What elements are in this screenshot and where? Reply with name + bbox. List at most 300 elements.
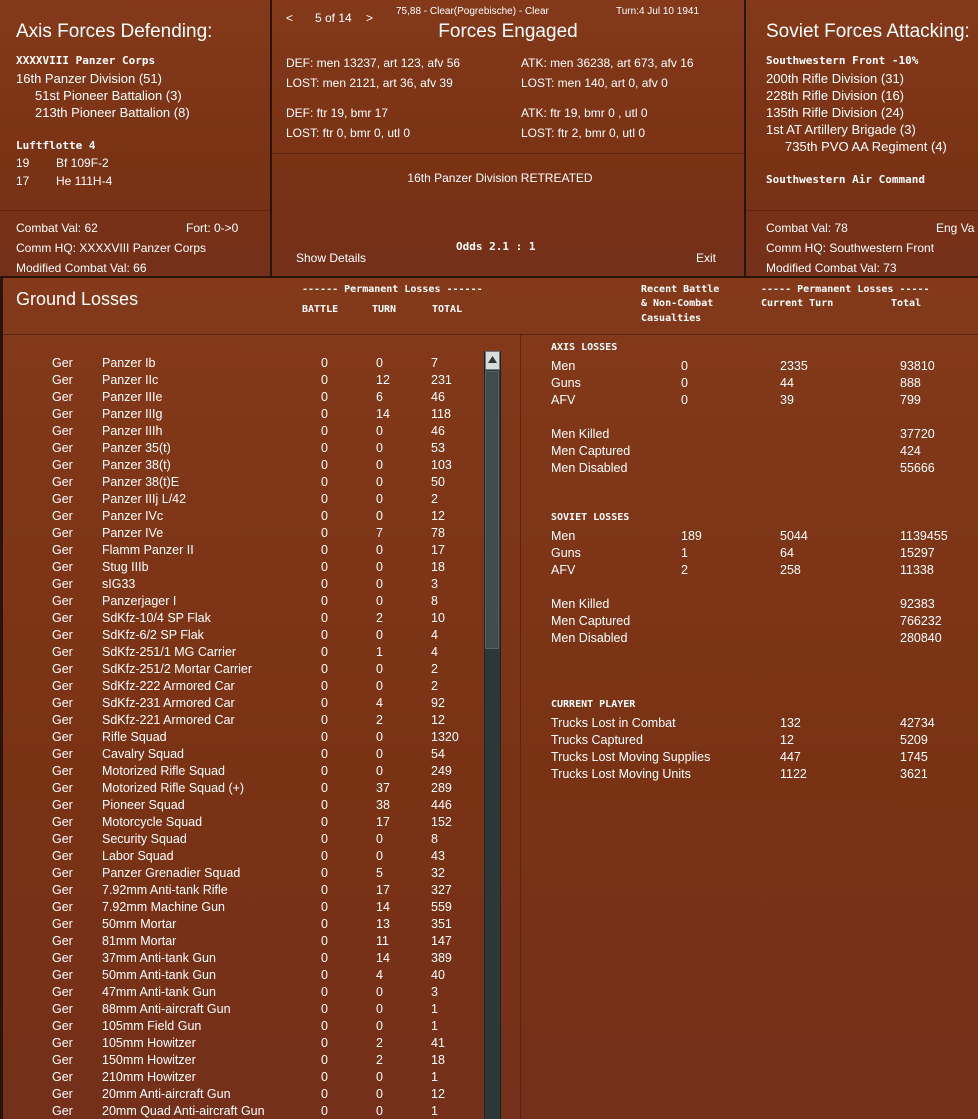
loss-label: Men Captured [551, 444, 631, 458]
unit-nation: Ger [52, 1036, 73, 1050]
battle-loss: 0 [321, 985, 328, 999]
truck-loss-label: Trucks Lost in Combat [551, 716, 676, 730]
exit-button[interactable]: Exit [696, 251, 717, 265]
axis-losses-table [551, 359, 978, 410]
unit-type: 50mm Anti-tank Gun [102, 968, 216, 982]
battle-loss: 0 [321, 492, 328, 506]
table-row[interactable] [3, 849, 483, 866]
battle-loss: 0 [321, 594, 328, 608]
unit-nation: Ger [52, 458, 73, 472]
unit-type: 105mm Howitzer [102, 1036, 196, 1050]
total-loss: 43 [431, 849, 445, 863]
unit-nation: Ger [52, 662, 73, 676]
battle-loss: 0 [321, 543, 328, 557]
soviet-unit[interactable]: 135th Rifle Division (24) [766, 105, 905, 120]
recent-value: 0 [681, 359, 688, 373]
total-loss: 92 [431, 696, 445, 710]
total-loss: 18 [431, 560, 445, 574]
current-turn-value: 447 [780, 750, 801, 764]
unit-nation: Ger [52, 1053, 73, 1067]
table-row[interactable] [3, 373, 483, 390]
turn-loss: 14 [376, 900, 390, 914]
table-row[interactable] [3, 781, 483, 798]
table-row[interactable] [3, 424, 483, 441]
soviet-air-command[interactable]: Southwestern Air Command [766, 173, 925, 186]
table-row[interactable] [3, 730, 483, 747]
table-row[interactable] [3, 492, 483, 509]
axis-unit[interactable]: 16th Panzer Division (51) [16, 71, 162, 86]
unit-loss-list[interactable] [3, 356, 483, 1119]
soviet-unit[interactable]: 228th Rifle Division (16) [766, 88, 905, 103]
table-row[interactable] [3, 832, 483, 849]
unit-nation: Ger [52, 832, 73, 846]
table-row[interactable] [3, 526, 483, 543]
soviet-unit[interactable]: 735th PVO AA Regiment (4) [785, 139, 947, 154]
table-row[interactable] [3, 900, 483, 917]
total-loss: 17 [431, 543, 445, 557]
loss-label: Men Captured [551, 614, 631, 628]
total-loss: 12 [431, 1087, 445, 1101]
table-row[interactable] [3, 798, 483, 815]
unit-nation: Ger [52, 747, 73, 761]
axis-air-type: He 111H-4 [56, 174, 113, 188]
unit-nation: Ger [52, 356, 73, 370]
soviet-front[interactable]: Southwestern Front -10% [766, 54, 919, 67]
axis-forces-panel [0, 0, 270, 276]
unit-nation: Ger [52, 934, 73, 948]
unit-nation: Ger [52, 373, 73, 387]
table-row[interactable] [3, 662, 483, 679]
recent-value: 2 [681, 563, 688, 577]
table-row[interactable] [3, 951, 483, 968]
table-row[interactable] [3, 1036, 483, 1053]
total-loss: 147 [431, 934, 452, 948]
unit-nation: Ger [52, 526, 73, 540]
def-ground: DEF: men 13237, art 123, afv 56 [286, 56, 461, 70]
table-row[interactable] [3, 1070, 483, 1087]
table-row[interactable] [3, 628, 483, 645]
turn-loss: 0 [376, 1070, 383, 1084]
table-row[interactable] [3, 917, 483, 934]
turn-loss: 1 [376, 645, 383, 659]
unit-type: Panzer 35(t) [102, 441, 171, 455]
total-loss: 46 [431, 390, 445, 404]
unit-type: Panzer IIIg [102, 407, 163, 421]
col-battle-header: BATTLE [302, 304, 339, 315]
unit-nation: Ger [52, 985, 73, 999]
total-loss: 1 [431, 1019, 438, 1033]
turn-loss: 4 [376, 968, 383, 982]
turn-loss: 0 [376, 832, 383, 846]
def-air-lost: LOST: ftr 0, bmr 0, utl 0 [286, 126, 411, 140]
battle-loss: 0 [321, 509, 328, 523]
table-row[interactable] [3, 1104, 483, 1119]
turn-loss: 38 [376, 798, 390, 812]
soviet-losses-title: SOVIET LOSSES [551, 512, 630, 523]
turn-loss: 17 [376, 815, 390, 829]
total-loss: 2 [431, 662, 438, 676]
table-row[interactable] [3, 934, 483, 951]
unit-type: 81mm Mortar [102, 934, 177, 948]
soviet-unit[interactable]: 200th Rifle Division (31) [766, 71, 905, 86]
battle-loss: 0 [321, 1019, 328, 1033]
ground-losses-title: Ground Losses [16, 289, 139, 309]
current-turn-value: 1122 [780, 767, 807, 781]
loss-total: 424 [900, 444, 921, 458]
battle-loss: 0 [321, 866, 328, 880]
loss-total: 280840 [900, 631, 942, 645]
loss-row [551, 733, 978, 750]
turn-loss: 0 [376, 356, 383, 370]
current-turn-value: 64 [780, 546, 794, 560]
table-row[interactable] [3, 475, 483, 492]
loss-detail-row [551, 597, 978, 614]
unit-type: SdKfz-251/2 Mortar Carrier [102, 662, 253, 676]
loss-row [551, 563, 978, 580]
forces-engaged-title: Forces Engaged [438, 21, 578, 42]
soviet-forces-title: Soviet Forces Attacking: [766, 21, 970, 42]
divider [3, 334, 978, 335]
battle-loss: 0 [321, 815, 328, 829]
turn-loss: 37 [376, 781, 390, 795]
table-row[interactable] [3, 985, 483, 1002]
total-value: 888 [900, 376, 921, 390]
table-row[interactable] [3, 968, 483, 985]
soviet-forces-panel [746, 0, 978, 276]
total-loss: 12 [431, 509, 445, 523]
axis-corps[interactable]: XXXXVIII Panzer Corps [16, 54, 156, 67]
soviet-comm-hq: Comm HQ: Southwestern Front [766, 241, 935, 255]
table-row[interactable] [3, 390, 483, 407]
axis-air-count: 19 [16, 156, 30, 170]
location-info: 75,88 - Clear(Pogrebische) - Clear [396, 6, 549, 17]
table-row[interactable] [3, 866, 483, 883]
loss-label: Men [551, 359, 576, 373]
turn-loss: 0 [376, 543, 383, 557]
total-loss: 8 [431, 832, 438, 846]
col-total-header: TOTAL [432, 304, 463, 315]
table-row[interactable] [3, 356, 483, 373]
unit-type: SdKfz-221 Armored Car [102, 713, 235, 727]
prev-battle-button[interactable]: < [286, 11, 294, 25]
turn-loss: 0 [376, 662, 383, 676]
soviet-combat-val: Combat Val: 78 [766, 221, 848, 235]
unit-nation: Ger [52, 1087, 73, 1101]
axis-air-count: 17 [16, 174, 30, 188]
table-row[interactable] [3, 1053, 483, 1070]
turn-loss: 0 [376, 458, 383, 472]
turn-loss: 5 [376, 866, 383, 880]
turn-loss: 13 [376, 917, 390, 931]
current-turn-value: 132 [780, 716, 801, 730]
unit-type: 210mm Howitzer [102, 1070, 196, 1084]
axis-modified-combat-val: Modified Combat Val: 66 [16, 261, 147, 275]
turn-loss: 2 [376, 713, 383, 727]
turn-loss: 0 [376, 679, 383, 693]
unit-nation: Ger [52, 883, 73, 897]
total-loss: 12 [431, 713, 445, 727]
battle-loss: 0 [321, 560, 328, 574]
battle-loss: 0 [321, 1070, 328, 1084]
table-row[interactable] [3, 747, 483, 764]
unit-nation: Ger [52, 1019, 73, 1033]
truck-loss-label: Trucks Captured [551, 733, 643, 747]
unit-type: Motorized Rifle Squad (+) [102, 781, 245, 795]
unit-type: Panzer IIIj L/42 [102, 492, 187, 506]
turn-loss: 2 [376, 1053, 383, 1067]
unit-nation: Ger [52, 866, 73, 880]
unit-nation: Ger [52, 594, 73, 608]
divider [0, 210, 270, 211]
total-loss: 2 [431, 492, 438, 506]
battle-loss: 0 [321, 1087, 328, 1101]
unit-nation: Ger [52, 577, 73, 591]
unit-nation: Ger [52, 645, 73, 659]
table-row[interactable] [3, 696, 483, 713]
total-loss: 54 [431, 747, 445, 761]
loss-detail-row [551, 614, 978, 631]
loss-label: Men Disabled [551, 631, 628, 645]
battle-loss: 0 [321, 917, 328, 931]
battle-loss: 0 [321, 832, 328, 846]
unit-nation: Ger [52, 424, 73, 438]
loss-detail-row [551, 631, 978, 648]
unit-type: SdKfz-222 Armored Car [102, 679, 235, 693]
table-row[interactable] [3, 1019, 483, 1036]
unit-type: SdKfz-231 Armored Car [102, 696, 235, 710]
total-loss: 1 [431, 1104, 438, 1118]
total-loss: 41 [431, 1036, 445, 1050]
loss-row [551, 529, 978, 546]
unit-type: Pioneer Squad [102, 798, 185, 812]
unit-type: Motorcycle Squad [102, 815, 203, 829]
turn-loss: 14 [376, 951, 390, 965]
scrollbar-thumb[interactable] [485, 371, 499, 649]
unit-type: 7.92mm Machine Gun [102, 900, 225, 914]
scrollbar-track[interactable] [484, 351, 501, 1119]
turn-loss: 17 [376, 883, 390, 897]
table-row[interactable] [3, 577, 483, 594]
current-turn-value: 2335 [780, 359, 808, 373]
battle-loss: 0 [321, 781, 328, 795]
turn-loss: 0 [376, 849, 383, 863]
table-row[interactable] [3, 815, 483, 832]
total-loss: 32 [431, 866, 445, 880]
table-row[interactable] [3, 543, 483, 560]
table-row[interactable] [3, 713, 483, 730]
table-row[interactable] [3, 611, 483, 628]
unit-type: Labor Squad [102, 849, 174, 863]
turn-loss: 0 [376, 594, 383, 608]
scroll-up-button[interactable] [485, 351, 500, 370]
soviet-losses-detail [551, 597, 978, 648]
unit-type: Security Squad [102, 832, 187, 846]
perm-losses-header: ------ Permanent Losses ------ [302, 284, 483, 295]
total-value: 799 [900, 393, 921, 407]
unit-nation: Ger [52, 611, 73, 625]
table-row[interactable] [3, 764, 483, 781]
turn-loss: 7 [376, 526, 383, 540]
loss-total: 55666 [900, 461, 935, 475]
axis-combat-val: Combat Val: 62 [16, 221, 98, 235]
unit-type: 37mm Anti-tank Gun [102, 951, 216, 965]
battle-loss: 0 [321, 849, 328, 863]
loss-row [551, 750, 978, 767]
table-row[interactable] [3, 509, 483, 526]
total-loss: 1 [431, 1002, 438, 1016]
total-value: 15297 [900, 546, 935, 560]
unit-type: Rifle Squad [102, 730, 167, 744]
total-loss: 3 [431, 985, 438, 999]
unit-nation: Ger [52, 1104, 73, 1118]
atk-ground: ATK: men 36238, art 673, afv 16 [521, 56, 694, 70]
table-row[interactable] [3, 1002, 483, 1019]
unit-nation: Ger [52, 407, 73, 421]
current-turn-value: 44 [780, 376, 794, 390]
ground-losses-panel [3, 278, 978, 1119]
loss-detail-row [551, 427, 978, 444]
axis-losses-title: AXIS LOSSES [551, 342, 618, 353]
battle-loss: 0 [321, 764, 328, 778]
divider [520, 335, 521, 1119]
loss-label: Men [551, 529, 576, 543]
recent-header: Casualties [641, 313, 702, 324]
unit-type: 105mm Field Gun [102, 1019, 202, 1033]
table-row[interactable] [3, 407, 483, 424]
turn-loss: 0 [376, 475, 383, 489]
current-player-table [551, 716, 978, 784]
unit-type: Panzer IIIh [102, 424, 163, 438]
table-row[interactable] [3, 645, 483, 662]
current-turn-value: 39 [780, 393, 794, 407]
perm-losses-header-right: ----- Permanent Losses ----- [761, 284, 930, 295]
battle-loss: 0 [321, 968, 328, 982]
total-loss: 1 [431, 1070, 438, 1084]
battle-loss: 0 [321, 458, 328, 472]
table-row[interactable] [3, 883, 483, 900]
battle-loss: 0 [321, 407, 328, 421]
col-turn-header: TURN [372, 304, 397, 315]
table-row[interactable] [3, 1087, 483, 1104]
battle-loss: 0 [321, 934, 328, 948]
unit-type: Panzer IVc [102, 509, 164, 523]
battle-loss: 0 [321, 951, 328, 965]
unit-type: Panzer Grenadier Squad [102, 866, 241, 880]
show-details-button[interactable]: Show Details [296, 251, 367, 265]
axis-air-type: Bf 109F-2 [56, 156, 109, 170]
total-loss: 7 [431, 356, 438, 370]
unit-type: Panzer 38(t) [102, 458, 171, 472]
battle-loss: 0 [321, 475, 328, 489]
total-loss: 1320 [431, 730, 459, 744]
unit-nation: Ger [52, 543, 73, 557]
battle-loss: 0 [321, 1053, 328, 1067]
current-turn-value: 5044 [780, 529, 808, 543]
battle-loss: 0 [321, 441, 328, 455]
unit-nation: Ger [52, 628, 73, 642]
total-value: 3621 [900, 767, 928, 781]
unit-nation: Ger [52, 730, 73, 744]
turn-loss: 11 [376, 934, 389, 948]
battle-loss: 0 [321, 390, 328, 404]
battle-result: 16th Panzer Division RETREATED [407, 171, 593, 185]
total-loss: 78 [431, 526, 445, 540]
total-loss: 389 [431, 951, 452, 965]
loss-row [551, 767, 978, 784]
turn-loss: 0 [376, 509, 383, 523]
divider [746, 210, 978, 211]
loss-row [551, 546, 978, 563]
unit-nation: Ger [52, 849, 73, 863]
unit-type: Panzerjager I [102, 594, 177, 608]
battle-loss: 0 [321, 747, 328, 761]
total-value: 1745 [900, 750, 928, 764]
turn-loss: 0 [376, 577, 383, 591]
table-row[interactable] [3, 458, 483, 475]
atk-lost: LOST: men 140, art 0, afv 0 [521, 76, 668, 90]
unit-nation: Ger [52, 475, 73, 489]
axis-fort: Fort: 0->0 [186, 221, 239, 235]
turn-loss: 0 [376, 424, 383, 438]
turn-loss: 0 [376, 628, 383, 642]
loss-label: Men Disabled [551, 461, 628, 475]
soviet-modified-combat-val: Modified Combat Val: 73 [766, 261, 897, 275]
unit-type: Panzer IIIe [102, 390, 163, 404]
loss-label: Guns [551, 376, 581, 390]
turn-loss: 0 [376, 441, 383, 455]
total-loss: 327 [431, 883, 452, 897]
soviet-unit[interactable]: 1st AT Artillery Brigade (3) [766, 122, 916, 137]
unit-nation: Ger [52, 492, 73, 506]
total-loss: 8 [431, 594, 438, 608]
battle-loss: 0 [321, 424, 328, 438]
battle-loss: 0 [321, 373, 328, 387]
current-turn-value: 12 [780, 733, 794, 747]
unit-nation: Ger [52, 696, 73, 710]
turn-loss: 0 [376, 492, 383, 506]
unit-nation: Ger [52, 560, 73, 574]
unit-nation: Ger [52, 815, 73, 829]
battle-loss: 0 [321, 577, 328, 591]
battle-loss: 0 [321, 1002, 328, 1016]
unit-type: 7.92mm Anti-tank Rifle [102, 883, 228, 897]
battle-loss: 0 [321, 356, 328, 370]
table-row[interactable] [3, 441, 483, 458]
current-player-title: CURRENT PLAYER [551, 699, 636, 710]
unit-type: Flamm Panzer II [102, 543, 194, 557]
axis-air-command[interactable]: Luftflotte 4 [16, 139, 96, 152]
table-row[interactable] [3, 594, 483, 611]
unit-nation: Ger [52, 900, 73, 914]
total-value: 5209 [900, 733, 928, 747]
axis-unit[interactable]: 213th Pioneer Battalion (8) [35, 105, 190, 120]
truck-loss-label: Trucks Lost Moving Units [551, 767, 691, 781]
table-row[interactable] [3, 560, 483, 577]
axis-losses-detail [551, 427, 978, 478]
axis-unit[interactable]: 51st Pioneer Battalion (3) [35, 88, 182, 103]
table-row[interactable] [3, 679, 483, 696]
next-battle-button[interactable]: > [366, 11, 374, 25]
unit-nation: Ger [52, 917, 73, 931]
recent-header: Recent Battle [641, 284, 720, 295]
recent-value: 0 [681, 376, 688, 390]
turn-loss: 0 [376, 764, 383, 778]
atk-air: ATK: ftr 19, bmr 0 , utl 0 [521, 106, 648, 120]
unit-type: 20mm Anti-aircraft Gun [102, 1087, 231, 1101]
turn-loss: 0 [376, 985, 383, 999]
unit-type: 47mm Anti-tank Gun [102, 985, 216, 999]
loss-detail-row [551, 461, 978, 478]
